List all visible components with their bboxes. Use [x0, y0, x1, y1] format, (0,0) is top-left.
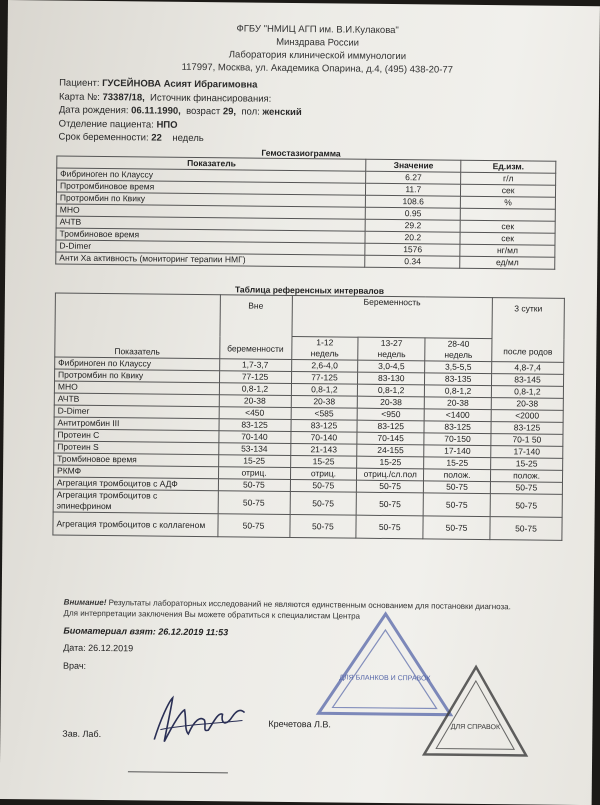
table-row: Фибриноген по Клауссу 6.27 г/л [57, 168, 556, 185]
table-row: Тромбиновое время 20.2 сек [56, 228, 555, 245]
table-row: Протромбиновое время 11.7 сек [56, 180, 555, 197]
table-row: МНО 0,8-1,2 0,8-1,2 0,8-1,2 0,8-1,2 0,8-1,2 [54, 381, 563, 398]
table-row: Протеин S 53-134 21-143 24-155 17-140 17-140 [54, 441, 563, 458]
table-row: МНО 0.95 [56, 204, 555, 221]
hemostasiogram-title: Гемостазиограмма [261, 147, 341, 159]
table-row: Протромбин по Квику 108.6 % [56, 192, 555, 209]
table-row: Фибриноген по Клауссу 1,7-3,7 2,6-4,0 3,0-4,5 3,5-5,5 4,8-7,4 [55, 357, 564, 374]
birth-date: 06.11.1990, [131, 105, 181, 117]
table-row: Антитромбин III 83-125 83-125 83-125 83-125 83-125 [54, 417, 563, 434]
signature-underline [128, 771, 228, 773]
sex: женский [262, 106, 302, 119]
org-name: ФГБУ "НМИЦ АГП им. В.И.Кулакова" [236, 23, 399, 37]
patient-info: Пациент: ГУСЕЙНОВА Асият Ибрагимовна Карта №: 73387/18, Источник финансирования: Дата рождения: 06.11.1990, возраст 29, пол: женский Отделение пациента: НПО Срок беременности: 22 недель [58, 77, 302, 145]
table-row: D-Dimer 1576 нг/мл [56, 240, 555, 257]
table-row: Протеин С 70-140 70-140 70-145 70-150 70-1 50 [54, 429, 563, 446]
report-date: Дата: 26.12.2019 [63, 642, 134, 654]
table-row: Протромбин по Квику 77-125 77-125 83-130 83-135 83-145 [55, 369, 564, 386]
table-row: Агрегация тромбоцитов с коллагеном 50-75 50-75 50-75 50-75 50-75 [53, 512, 562, 540]
department: НПО [156, 119, 178, 131]
table-row: Агрегация тромбоцитов с АДФ 50-75 50-75 50-75 50-75 50-75 [53, 477, 562, 494]
handwritten-signature [146, 689, 257, 755]
ministry: Минздрава России [276, 36, 360, 49]
biomaterial-taken: Биоматериал взят: 26.12.2019 11:53 [63, 625, 229, 638]
patient-name: ГУСЕЙНОВА Асият Ибрагимовна [102, 77, 258, 91]
lab-name: Лаборатория клинической иммунологии [228, 49, 407, 63]
table-row: АЧТВ 20-38 20-38 20-38 20-38 20-38 [54, 393, 563, 410]
svg-text:ДЛЯ СПРАВОК: ДЛЯ СПРАВОК [450, 723, 501, 732]
table-row: Агрегация тромбоцитов с эпинефрином 50-75 50-75 50-75 50-75 50-75 [53, 489, 562, 517]
svg-text:ДЛЯ БЛАНКОВ И СПРАВОК: ДЛЯ БЛАНКОВ И СПРАВОК [339, 674, 431, 683]
card-number: 73387/18, [102, 91, 145, 103]
head-of-lab-name: Кречетова Л.В. [268, 718, 331, 730]
table-row: Тромбиновое время 15-25 15-25 15-25 15-25 15-25 [54, 453, 563, 470]
age: 29, [222, 106, 237, 118]
table-row: Анти Ха активность (мониторинг терапии НМГ) 0.34 ед/мл [56, 252, 555, 269]
doctor-label: Врач: [62, 660, 87, 671]
disclaimer: Внимание! Результаты лабораторных исследований не являются единственным основанием для постановки диагноза. Для интерпретации заключения Вы можете обратиться к специалистам Центра [63, 597, 511, 621]
report-header [127, 21, 508, 77]
pregnancy-term: 22 [151, 132, 162, 144]
reference-table: Показатель Вне беременности Беременность 3 сутки после родов 1-12 недель 13-27 недель 28-40 недель Фибриноген по Клауссу 1,7-3,7 2,6-4,0 3,0-4,5 3,5-5,5 4,8-7,4 Протромбин по Квику 77-125 77-125 83-130 83-135 83-145 МНО 0,8-1,2 0,8-1,2 0,8-1,2 0,8-1,2 0,8-1,2 АЧТВ 20-38 20-38 20-38 20-38 20-38 D-Dimer <450 <585 <950 <1400 <2000 Антитромбин III 83-125 83-125 83-125 83-125 83-125 Протеин С 70-140 70-140 70-145 70-150 70-1 50 Протеин S 53-134 21-143 24-155 17-140 17-140 Тромбиновое время 15-25 15-25 15-25 15-25 15-25 РКМФ отриц. отриц. отриц./сл.пол полож. полож. Агрегация тромбоцитов с АДФ 50-75 50-75 50-75 50-75 50-75 Агрегация тромбоцитов с эпинефрином 50-75 50-75 50-75 50-75 50-75 Агрегация тромбоцитов с коллагеном 50-75 50-75 50-75 50-75 50-75 [52, 293, 565, 541]
org-address: 117997, Москва, ул. Академика Опарина, д.4, (495) 438-20-77 [181, 61, 454, 76]
triangle-stamp-certificates [420, 662, 531, 764]
table-row: РКМФ отриц. отриц. отриц./сл.пол полож. полож. [54, 465, 563, 482]
table-row: D-Dimer <450 <585 <950 <1400 <2000 [54, 405, 563, 422]
head-of-lab-label: Зав. Лаб. [62, 728, 102, 740]
hemostasiogram-table: Показатель Значение Ед.изм. Фибриноген по Клауссу 6.27 г/л Протромбиновое время 11.7 сек Протромбин по Квику 108.6 % МНО 0.95 АЧТВ 29.2 сек Тромбиновое время 20.2 сек D-Dimer 1576 нг/мл Анти Ха активность (мониторинг терапии НМГ) 0.34 ед/мл [55, 156, 556, 270]
reference-title: Таблица референсных интервалов [234, 284, 385, 296]
table-row: АЧТВ 29.2 сек [56, 216, 555, 233]
